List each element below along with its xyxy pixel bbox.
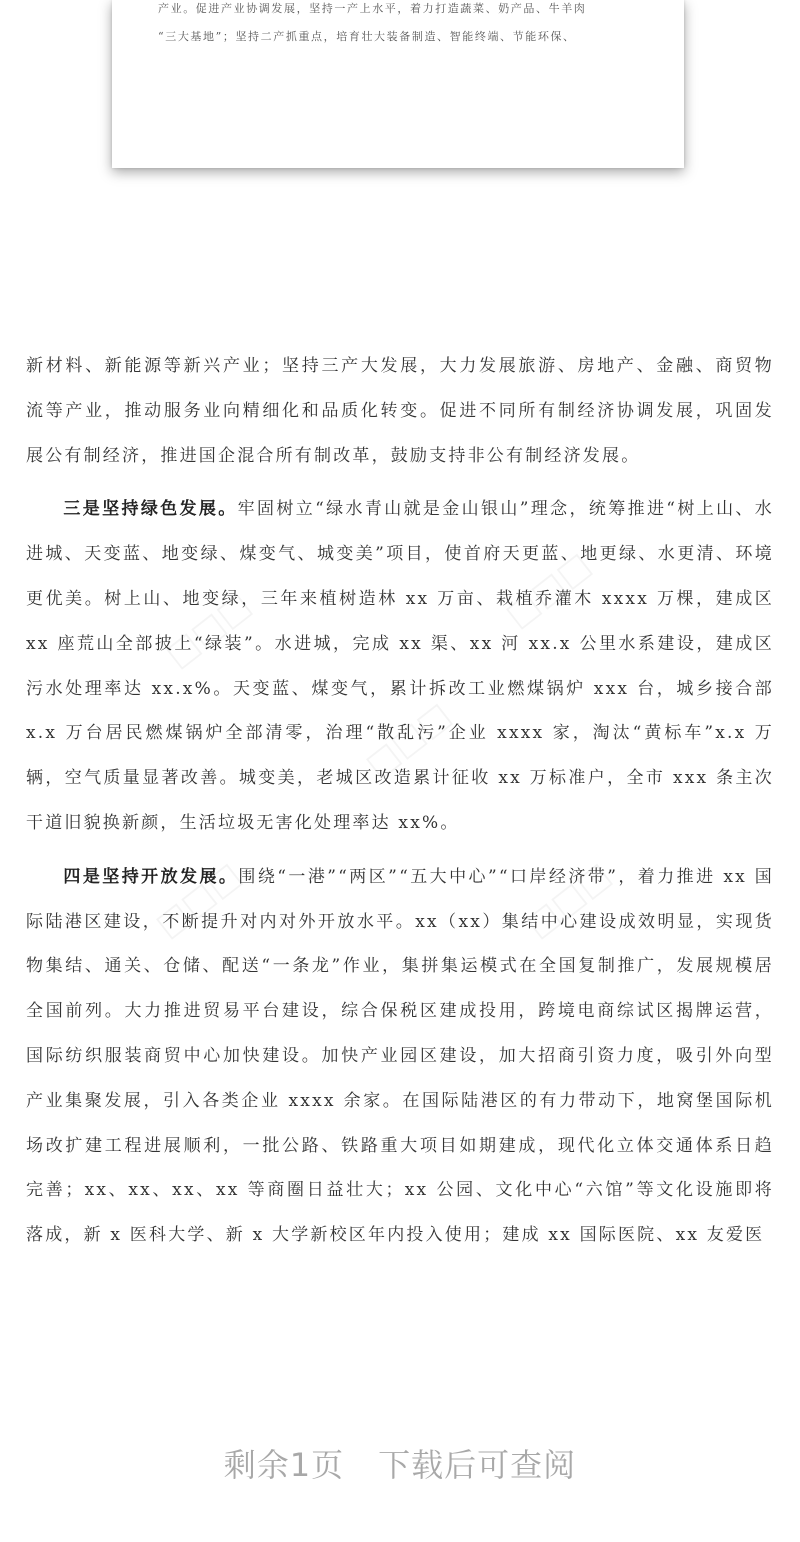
page-preview-card bbox=[112, 0, 684, 168]
download-notice[interactable] bbox=[0, 1440, 800, 1486]
download-hint-label: 下载后可查阅 bbox=[378, 1446, 577, 1484]
paragraph-text: 围绕“一港”“两区”“五大中心”“口岸经济带”，着力推进 xx 国际陆港区建设，不断提升对内对外开放水平。xx（xx）集结中心建设成效明显，实现货物集结、通关、仓储、配送“一条龙”作业，集拼集运模式在全国复制推广，发展规模居全国前列。大力推进贸易平台建设，综合保税区建成投用，跨境电商综试区揭牌运营，国际纺织服装商贸中心加快建设。加快产业园区建设，加大招商引资力度，吸引外向型产业集聚发展，引入各类企业 xxxx 余家。在国际陆港区的有力带动下，地窝堡国际机场改扩建工程进展顺利，一批公路、铁路重大项目如期建成，现代化立体交通体系日趋完善；xx、xx、xx、xx 等商圈日益壮大；xx 公园、文化中心“六馆”等文化设施即将落成，新 x 医科大学、新 x 大学新校区年内投入使用；建成 xx 国际医院、xx 友爱医 bbox=[26, 866, 774, 1246]
preview-text-line: 产业。促进产业协调发展，坚持一产上水平，着力打造蔬菜、奶产品、牛羊肉 bbox=[158, 2, 587, 15]
paragraph-green-development bbox=[26, 487, 774, 845]
document-body bbox=[26, 344, 774, 1258]
paragraph-continued: 新材料、新能源等新兴产业；坚持三产大发展，大力发展旅游、房地产、金融、商贸物流等产业，推动服务业向精细化和品质化转变。促进不同所有制经济协调发展，巩固发展公有制经济，推进国企混合所有制改革，鼓励支持非公有制经济发展。 bbox=[26, 356, 774, 466]
remaining-pages-label: 剩余1页 bbox=[223, 1446, 345, 1484]
paragraph-text: 牢固树立“绿水青山就是金山银山”理念，统筹推进“树上山、水进城、天变蓝、地变绿、煤变气、城变美”项目，使首府天更蓝、地更绿、水更清、环境更优美。树上山、地变绿，三年来植树造林 xx 万亩、栽植乔灌木 xxxx 万棵，建成区 xx 座荒山全部披上“绿装”。水进城，完成 xx 渠、xx 河 xx.x 公里水系建设，建成区污水处理率达 xx.x%。天变蓝、煤变气，累计拆改工业燃煤锅炉 xxx 台，城乡接合部 x.x 万台居民燃煤锅炉全部清零，治理“散乱污”企业 xxxx 家，淘汰“黄标车”x.x 万辆，空气质量显著改善。城变美，老城区改造累计征收 xx 万标准户，全市 xxx 条主次干道旧貌换新颜，生活垃圾无害化处理率达 xx%。 bbox=[26, 499, 774, 833]
paragraph-heading: 四是坚持开放发展。 bbox=[63, 866, 239, 887]
paragraph-open-development bbox=[26, 855, 774, 1258]
paragraph-heading: 三是坚持绿色发展。 bbox=[63, 499, 238, 520]
preview-text-line: “三大基地”；坚持二产抓重点，培育壮大装备制造、智能终端、节能环保、 bbox=[158, 30, 576, 43]
